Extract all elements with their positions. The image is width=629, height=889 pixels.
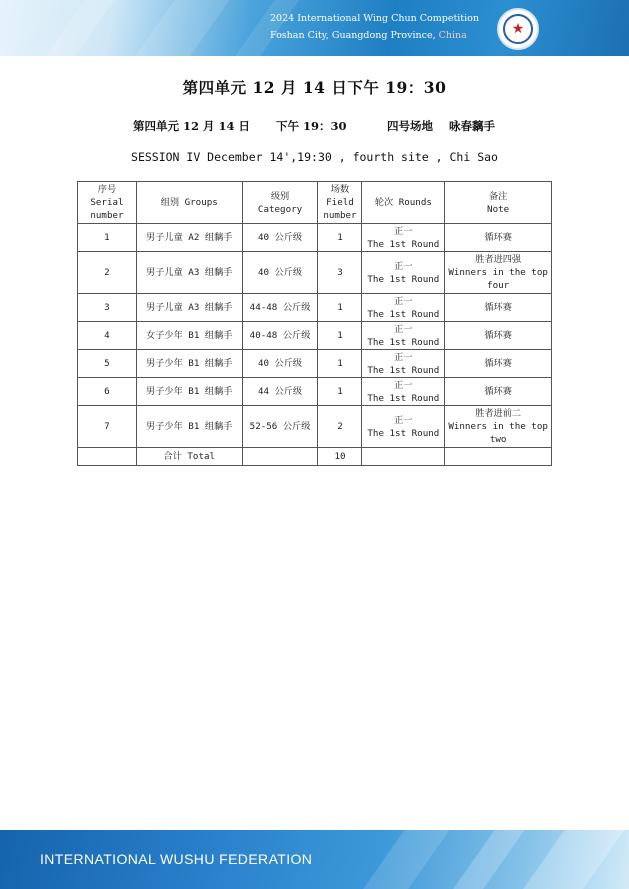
serial-cell: 5 — [78, 350, 137, 378]
header-field-en2: number — [323, 210, 357, 221]
competition-heading — [270, 10, 479, 44]
round-line: The 1st Round — [367, 392, 440, 404]
note-cell — [445, 406, 552, 448]
header-field-en: Field — [326, 197, 354, 208]
round-line: The 1st Round — [367, 308, 440, 320]
note-line: 胜者进四强 — [475, 254, 522, 265]
banner-stripe — [431, 830, 538, 889]
note-cell — [445, 224, 552, 252]
note-line: 循环赛 — [484, 330, 512, 341]
round-cell — [362, 224, 445, 252]
field-cell: 2 — [318, 406, 362, 448]
note-line: Winners in the top — [448, 267, 548, 278]
note-line: 循环赛 — [484, 386, 512, 397]
location-text: Foshan City, Guangdong Province, — [270, 30, 436, 41]
category-cell: 40-48 公斤级 — [242, 322, 318, 350]
competition-location — [270, 27, 479, 44]
category-cell: 40 公斤级 — [242, 252, 318, 294]
table-row — [78, 406, 552, 448]
round-cell — [362, 350, 445, 378]
category-cell: 44-48 公斤级 — [242, 294, 318, 322]
total-empty-cell — [445, 448, 552, 466]
category-cell: 40 公斤级 — [242, 224, 318, 252]
location-country: China — [435, 30, 467, 41]
round-line: 正一 — [394, 351, 413, 363]
header-banner — [0, 0, 629, 56]
header-note — [445, 182, 552, 224]
round-line: 正一 — [394, 414, 413, 426]
header-category-en: Category — [257, 203, 303, 215]
total-empty-cell — [362, 448, 445, 466]
total-row — [78, 448, 552, 466]
header-serial-en: Serial — [90, 197, 124, 208]
round-line: The 1st Round — [367, 336, 440, 348]
round-line: 正一 — [394, 379, 413, 391]
session-event: 咏春黐手 — [449, 119, 495, 133]
round-cell — [362, 378, 445, 406]
banner-stripe — [111, 0, 243, 56]
round-line: 正一 — [394, 225, 413, 237]
field-cell: 3 — [318, 252, 362, 294]
table-row — [78, 350, 552, 378]
emblem-mark: ★ — [511, 21, 525, 37]
group-cell: 男子少年 B1 组黐手 — [136, 406, 242, 448]
field-cell: 1 — [318, 224, 362, 252]
group-cell: 男子儿童 A3 组黐手 — [136, 294, 242, 322]
schedule-table — [77, 181, 552, 466]
banner-stripe — [341, 830, 463, 889]
serial-cell: 1 — [78, 224, 137, 252]
serial-cell: 2 — [78, 252, 137, 294]
note-cell — [445, 322, 552, 350]
category-cell: 44 公斤级 — [242, 378, 318, 406]
group-cell: 男子少年 B1 组黐手 — [136, 378, 242, 406]
competition-emblem-icon — [497, 8, 539, 50]
group-cell: 男子儿童 A2 组黐手 — [136, 224, 242, 252]
category-cell: 52-56 公斤级 — [242, 406, 318, 448]
round-line: 正一 — [394, 260, 413, 272]
round-line: The 1st Round — [367, 238, 440, 250]
round-cell — [362, 294, 445, 322]
serial-cell: 6 — [78, 378, 137, 406]
banner-stripe — [21, 0, 128, 56]
category-cell: 40 公斤级 — [242, 350, 318, 378]
round-cell — [362, 322, 445, 350]
header-category-cn: 级别 — [270, 190, 290, 202]
note-line: 胜者进前二 — [475, 408, 522, 419]
header-field — [318, 182, 362, 224]
note-line: four — [487, 280, 510, 291]
federation-name: INTERNATIONAL WUSHU FEDERATION — [40, 851, 313, 867]
round-cell — [362, 252, 445, 294]
header-category — [242, 182, 318, 224]
table-row — [78, 294, 552, 322]
field-cell: 1 — [318, 350, 362, 378]
note-cell — [445, 252, 552, 294]
note-line: Winners in the top — [448, 421, 548, 432]
competition-name: 2024 International Wing Chun Competition — [270, 13, 479, 24]
note-cell — [445, 294, 552, 322]
total-empty-cell — [78, 448, 137, 466]
round-line: 正一 — [394, 323, 413, 335]
note-cell — [445, 378, 552, 406]
table-row — [78, 224, 552, 252]
group-cell: 女子少年 B1 组黐手 — [136, 322, 242, 350]
table-row — [78, 252, 552, 294]
note-line: 循环赛 — [484, 358, 512, 369]
serial-cell: 7 — [78, 406, 137, 448]
session-site: 四号场地 — [387, 119, 433, 133]
header-field-cn: 场数 — [330, 184, 350, 195]
note-line: 循环赛 — [484, 232, 512, 243]
round-line: The 1st Round — [367, 427, 440, 439]
banner-stripe — [501, 830, 629, 889]
header-note-cn: 备注 — [488, 190, 508, 202]
session-date: 第四单元 12 月 14 日 — [133, 119, 251, 133]
total-empty-cell — [242, 448, 318, 466]
note-line: 循环赛 — [484, 302, 512, 313]
note-cell — [445, 350, 552, 378]
header-serial-en2: number — [90, 210, 124, 221]
group-cell: 男子儿童 A3 组黐手 — [136, 252, 242, 294]
header-serial-cn: 序号 — [97, 184, 117, 195]
header-note-en: Note — [487, 203, 510, 215]
footer-banner — [0, 830, 629, 889]
serial-cell: 3 — [78, 294, 137, 322]
header-groups: 组别 Groups — [136, 182, 242, 224]
total-field: 10 — [318, 448, 362, 466]
round-cell — [362, 406, 445, 448]
field-cell: 1 — [318, 294, 362, 322]
header-serial — [78, 182, 137, 224]
table-row — [78, 322, 552, 350]
table-header-row — [78, 182, 552, 224]
round-line: 正一 — [394, 295, 413, 307]
session-title: 第四单元 12 月 14 日下午 19：30 — [182, 78, 447, 97]
serial-cell: 4 — [78, 322, 137, 350]
note-line: two — [489, 434, 507, 445]
total-label: 合计 Total — [136, 448, 242, 466]
round-line: The 1st Round — [367, 364, 440, 376]
session-time: 下午 19：30 — [276, 119, 347, 133]
round-line: The 1st Round — [367, 273, 440, 285]
table-row — [78, 378, 552, 406]
session-english-line: SESSION IV December 14',19:30 , fourth site , Chi Sao — [131, 150, 498, 164]
field-cell: 1 — [318, 378, 362, 406]
field-cell: 1 — [318, 322, 362, 350]
group-cell: 男子少年 B1 组黐手 — [136, 350, 242, 378]
header-rounds: 轮次 Rounds — [362, 182, 445, 224]
